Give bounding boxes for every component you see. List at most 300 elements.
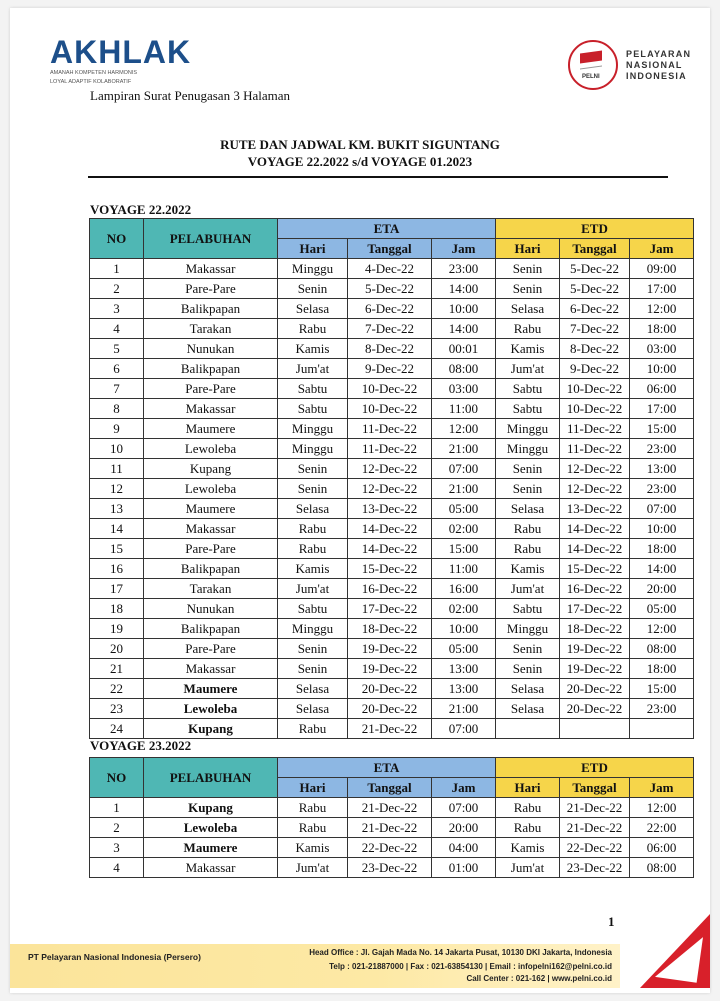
etd-date: 5-Dec-22 [560, 259, 630, 279]
eta-time: 14:00 [432, 319, 496, 339]
port-name: Maumere [144, 419, 278, 439]
etd-time: 12:00 [630, 619, 694, 639]
eta-day: Senin [278, 659, 348, 679]
pelni-line-1: PELAYARAN [626, 48, 692, 59]
table-row [90, 539, 694, 559]
etd-date: 13-Dec-22 [560, 499, 630, 519]
eta-day: Selasa [278, 299, 348, 319]
row-number: 3 [90, 838, 144, 858]
port-name: Lewoleba [144, 439, 278, 459]
port-name: Makassar [144, 519, 278, 539]
etd-time: 23:00 [630, 439, 694, 459]
etd-day: Sabtu [496, 399, 560, 419]
etd-date: 16-Dec-22 [560, 579, 630, 599]
column-header-etd-date: Tanggal [560, 778, 630, 798]
document-title: RUTE DAN JADWAL KM. BUKIT SIGUNTANG [220, 137, 500, 152]
row-number: 22 [90, 679, 144, 699]
port-name: Maumere [144, 838, 278, 858]
row-number: 9 [90, 419, 144, 439]
eta-date: 19-Dec-22 [348, 639, 432, 659]
eta-time: 13:00 [432, 659, 496, 679]
etd-time: 20:00 [630, 579, 694, 599]
etd-day: Senin [496, 659, 560, 679]
port-name: Maumere [144, 499, 278, 519]
eta-time: 03:00 [432, 379, 496, 399]
column-header-eta-time: Jam [432, 778, 496, 798]
etd-time: 03:00 [630, 339, 694, 359]
akhlak-tagline-1: AMANAH KOMPETEN HARMONIS [50, 70, 138, 76]
eta-date: 20-Dec-22 [348, 699, 432, 719]
eta-time: 16:00 [432, 579, 496, 599]
eta-time: 05:00 [432, 499, 496, 519]
eta-day: Kamis [278, 339, 348, 359]
eta-day: Sabtu [278, 399, 348, 419]
eta-date: 11-Dec-22 [348, 439, 432, 459]
etd-time: 12:00 [630, 798, 694, 818]
port-name: Makassar [144, 858, 278, 878]
etd-day: Sabtu [496, 599, 560, 619]
etd-day: Jum'at [496, 858, 560, 878]
etd-time: 18:00 [630, 319, 694, 339]
table-row [90, 679, 694, 699]
footer-call-center: Call Center : 021-162 | www.pelni.co.id [466, 974, 612, 983]
row-number: 1 [90, 259, 144, 279]
eta-date: 17-Dec-22 [348, 599, 432, 619]
eta-time: 07:00 [432, 719, 496, 739]
row-number: 13 [90, 499, 144, 519]
eta-day: Kamis [278, 559, 348, 579]
etd-time: 08:00 [630, 639, 694, 659]
eta-date: 14-Dec-22 [348, 519, 432, 539]
table-row [90, 379, 694, 399]
etd-date: 23-Dec-22 [560, 858, 630, 878]
row-number: 3 [90, 299, 144, 319]
column-header-etd-time: Jam [630, 778, 694, 798]
eta-time: 21:00 [432, 439, 496, 459]
table-row [90, 479, 694, 499]
eta-date: 21-Dec-22 [348, 818, 432, 838]
etd-day: Kamis [496, 559, 560, 579]
port-name: Maumere [144, 679, 278, 699]
eta-time: 05:00 [432, 639, 496, 659]
column-header-eta-time: Jam [432, 239, 496, 259]
etd-time: 17:00 [630, 399, 694, 419]
eta-day: Senin [278, 459, 348, 479]
eta-time: 07:00 [432, 798, 496, 818]
etd-day: Selasa [496, 679, 560, 699]
eta-day: Rabu [278, 319, 348, 339]
port-name: Lewoleba [144, 699, 278, 719]
row-number: 4 [90, 319, 144, 339]
etd-time: 09:00 [630, 259, 694, 279]
eta-time: 15:00 [432, 539, 496, 559]
table-row [90, 579, 694, 599]
column-header-eta: ETA [278, 758, 496, 778]
eta-time: 10:00 [432, 299, 496, 319]
port-name: Balikpapan [144, 359, 278, 379]
etd-time: 17:00 [630, 279, 694, 299]
port-name: Pare-Pare [144, 639, 278, 659]
pelni-flag-icon [568, 40, 618, 90]
voyage-label: VOYAGE 23.2022 [90, 738, 192, 753]
port-name: Makassar [144, 259, 278, 279]
table-row [90, 719, 694, 739]
eta-date: 10-Dec-22 [348, 379, 432, 399]
eta-date: 10-Dec-22 [348, 399, 432, 419]
row-number: 17 [90, 579, 144, 599]
eta-date: 5-Dec-22 [348, 279, 432, 299]
eta-date: 19-Dec-22 [348, 659, 432, 679]
voyage-schedule-table [89, 218, 694, 739]
column-header-eta-day: Hari [278, 778, 348, 798]
eta-day: Jum'at [278, 359, 348, 379]
eta-time: 08:00 [432, 359, 496, 379]
table-row [90, 499, 694, 519]
eta-time: 01:00 [432, 858, 496, 878]
etd-time: 18:00 [630, 659, 694, 679]
table-row [90, 519, 694, 539]
eta-date: 22-Dec-22 [348, 838, 432, 858]
port-name: Tarakan [144, 319, 278, 339]
eta-day: Selasa [278, 679, 348, 699]
etd-date: 10-Dec-22 [560, 399, 630, 419]
table-row [90, 699, 694, 719]
etd-date: 20-Dec-22 [560, 699, 630, 719]
footer [10, 942, 710, 988]
etd-time: 12:00 [630, 299, 694, 319]
etd-time: 23:00 [630, 699, 694, 719]
etd-date: 14-Dec-22 [560, 539, 630, 559]
table-row [90, 599, 694, 619]
title-divider [88, 176, 668, 178]
etd-day: Minggu [496, 619, 560, 639]
etd-date: 10-Dec-22 [560, 379, 630, 399]
etd-date: 22-Dec-22 [560, 838, 630, 858]
eta-date: 20-Dec-22 [348, 679, 432, 699]
port-name: Lewoleba [144, 818, 278, 838]
eta-date: 8-Dec-22 [348, 339, 432, 359]
etd-date: 18-Dec-22 [560, 619, 630, 639]
etd-time: 15:00 [630, 679, 694, 699]
row-number: 4 [90, 858, 144, 878]
row-number: 6 [90, 359, 144, 379]
eta-time: 07:00 [432, 459, 496, 479]
row-number: 5 [90, 339, 144, 359]
port-name: Pare-Pare [144, 539, 278, 559]
eta-date: 12-Dec-22 [348, 479, 432, 499]
etd-day: Senin [496, 259, 560, 279]
column-header-no: NO [90, 219, 144, 259]
etd-date: 17-Dec-22 [560, 599, 630, 619]
eta-day: Rabu [278, 818, 348, 838]
table-row [90, 339, 694, 359]
etd-time: 23:00 [630, 479, 694, 499]
eta-date: 6-Dec-22 [348, 299, 432, 319]
eta-date: 12-Dec-22 [348, 459, 432, 479]
etd-day: Minggu [496, 439, 560, 459]
etd-day: Selasa [496, 699, 560, 719]
row-number: 7 [90, 379, 144, 399]
eta-day: Kamis [278, 838, 348, 858]
etd-day: Minggu [496, 419, 560, 439]
etd-date: 11-Dec-22 [560, 419, 630, 439]
pelni-badge-text: PELNI [582, 74, 600, 80]
column-header-etd-day: Hari [496, 778, 560, 798]
etd-date: 19-Dec-22 [560, 659, 630, 679]
voyage-label: VOYAGE 22.2022 [90, 202, 192, 217]
eta-day: Rabu [278, 798, 348, 818]
eta-time: 10:00 [432, 619, 496, 639]
port-name: Makassar [144, 659, 278, 679]
eta-day: Minggu [278, 619, 348, 639]
table-row [90, 299, 694, 319]
column-header-eta-date: Tanggal [348, 239, 432, 259]
etd-day: Rabu [496, 539, 560, 559]
port-name: Kupang [144, 719, 278, 739]
etd-day: Senin [496, 639, 560, 659]
eta-day: Minggu [278, 419, 348, 439]
etd-time: 08:00 [630, 858, 694, 878]
etd-time: 06:00 [630, 379, 694, 399]
eta-date: 21-Dec-22 [348, 798, 432, 818]
table-row [90, 798, 694, 818]
table-row [90, 419, 694, 439]
port-name: Makassar [144, 399, 278, 419]
etd-day [496, 719, 560, 739]
row-number: 10 [90, 439, 144, 459]
table-row [90, 639, 694, 659]
etd-date: 12-Dec-22 [560, 459, 630, 479]
column-header-etd: ETD [496, 758, 694, 778]
etd-time: 13:00 [630, 459, 694, 479]
column-header-port: PELABUHAN [144, 758, 278, 798]
eta-date: 16-Dec-22 [348, 579, 432, 599]
port-name: Pare-Pare [144, 379, 278, 399]
attachment-note: Lampiran Surat Penugasan 3 Halaman [90, 88, 290, 103]
port-name: Lewoleba [144, 479, 278, 499]
etd-date: 20-Dec-22 [560, 679, 630, 699]
etd-date: 14-Dec-22 [560, 519, 630, 539]
column-header-eta-day: Hari [278, 239, 348, 259]
table-row [90, 259, 694, 279]
eta-date: 4-Dec-22 [348, 259, 432, 279]
column-header-etd-day: Hari [496, 239, 560, 259]
corner-decoration-accent [655, 931, 703, 982]
column-header-etd-date: Tanggal [560, 239, 630, 259]
column-header-eta: ETA [278, 219, 496, 239]
eta-time: 00:01 [432, 339, 496, 359]
column-header-eta-date: Tanggal [348, 778, 432, 798]
row-number: 8 [90, 399, 144, 419]
etd-day: Rabu [496, 519, 560, 539]
eta-day: Rabu [278, 719, 348, 739]
etd-date [560, 719, 630, 739]
eta-date: 23-Dec-22 [348, 858, 432, 878]
akhlak-logo [50, 36, 191, 86]
etd-time: 10:00 [630, 359, 694, 379]
eta-day: Senin [278, 639, 348, 659]
column-header-port: PELABUHAN [144, 219, 278, 259]
etd-day: Senin [496, 479, 560, 499]
table-row [90, 838, 694, 858]
eta-day: Sabtu [278, 379, 348, 399]
column-header-etd-time: Jam [630, 239, 694, 259]
etd-day: Kamis [496, 339, 560, 359]
pelni-line-3: INDONESIA [626, 70, 687, 81]
eta-time: 11:00 [432, 399, 496, 419]
table-row [90, 279, 694, 299]
table-row [90, 459, 694, 479]
table-row [90, 319, 694, 339]
etd-date: 8-Dec-22 [560, 339, 630, 359]
page-number: 1 [608, 914, 615, 929]
eta-time: 11:00 [432, 559, 496, 579]
etd-day: Selasa [496, 299, 560, 319]
row-number: 2 [90, 818, 144, 838]
eta-time: 04:00 [432, 838, 496, 858]
row-number: 24 [90, 719, 144, 739]
etd-time: 18:00 [630, 539, 694, 559]
etd-day: Rabu [496, 818, 560, 838]
etd-day: Rabu [496, 798, 560, 818]
pelni-logo [568, 40, 691, 90]
port-name: Kupang [144, 798, 278, 818]
row-number: 15 [90, 539, 144, 559]
eta-date: 15-Dec-22 [348, 559, 432, 579]
port-name: Tarakan [144, 579, 278, 599]
port-name: Nunukan [144, 339, 278, 359]
etd-date: 7-Dec-22 [560, 319, 630, 339]
row-number: 23 [90, 699, 144, 719]
etd-time: 15:00 [630, 419, 694, 439]
port-name: Pare-Pare [144, 279, 278, 299]
eta-time: 12:00 [432, 419, 496, 439]
row-number: 19 [90, 619, 144, 639]
eta-day: Jum'at [278, 858, 348, 878]
etd-date: 15-Dec-22 [560, 559, 630, 579]
etd-time: 05:00 [630, 599, 694, 619]
eta-date: 9-Dec-22 [348, 359, 432, 379]
header-row [90, 219, 694, 239]
eta-day: Minggu [278, 439, 348, 459]
etd-day: Sabtu [496, 379, 560, 399]
etd-day: Kamis [496, 838, 560, 858]
eta-day: Sabtu [278, 599, 348, 619]
etd-time: 22:00 [630, 818, 694, 838]
eta-time: 14:00 [432, 279, 496, 299]
row-number: 12 [90, 479, 144, 499]
akhlak-tagline-2: LOYAL ADAPTIF KOLABORATIF [50, 79, 132, 85]
etd-day: Jum'at [496, 359, 560, 379]
table-row [90, 818, 694, 838]
etd-time: 10:00 [630, 519, 694, 539]
eta-day: Senin [278, 479, 348, 499]
eta-date: 13-Dec-22 [348, 499, 432, 519]
row-number: 14 [90, 519, 144, 539]
document-subtitle: VOYAGE 22.2022 s/d VOYAGE 01.2023 [247, 154, 473, 169]
pelni-line-2: NASIONAL [626, 59, 683, 70]
eta-time: 02:00 [432, 519, 496, 539]
etd-date: 19-Dec-22 [560, 639, 630, 659]
row-number: 18 [90, 599, 144, 619]
column-header-etd: ETD [496, 219, 694, 239]
eta-date: 11-Dec-22 [348, 419, 432, 439]
eta-day: Selasa [278, 499, 348, 519]
eta-day: Senin [278, 279, 348, 299]
etd-day: Rabu [496, 319, 560, 339]
etd-day: Jum'at [496, 579, 560, 599]
footer-head-office: Head Office : Jl. Gajah Mada No. 14 Jakarta Pusat, 10130 DKI Jakarta, Indonesia [309, 948, 612, 957]
voyage-schedule-table [89, 757, 694, 878]
port-name: Balikpapan [144, 559, 278, 579]
etd-date: 12-Dec-22 [560, 479, 630, 499]
etd-day: Senin [496, 279, 560, 299]
table-row [90, 439, 694, 459]
document-page [10, 8, 710, 993]
table-row [90, 659, 694, 679]
etd-date: 21-Dec-22 [560, 818, 630, 838]
etd-date: 6-Dec-22 [560, 299, 630, 319]
table-row [90, 399, 694, 419]
eta-time: 21:00 [432, 699, 496, 719]
table-row [90, 359, 694, 379]
row-number: 2 [90, 279, 144, 299]
table-row [90, 858, 694, 878]
table-row [90, 559, 694, 579]
eta-time: 13:00 [432, 679, 496, 699]
eta-date: 21-Dec-22 [348, 719, 432, 739]
header-row [90, 758, 694, 778]
eta-date: 14-Dec-22 [348, 539, 432, 559]
eta-day: Selasa [278, 699, 348, 719]
eta-date: 7-Dec-22 [348, 319, 432, 339]
etd-date: 21-Dec-22 [560, 798, 630, 818]
row-number: 16 [90, 559, 144, 579]
eta-day: Rabu [278, 539, 348, 559]
eta-time: 02:00 [432, 599, 496, 619]
eta-time: 21:00 [432, 479, 496, 499]
etd-date: 5-Dec-22 [560, 279, 630, 299]
etd-day: Senin [496, 459, 560, 479]
row-number: 20 [90, 639, 144, 659]
eta-day: Jum'at [278, 579, 348, 599]
eta-time: 20:00 [432, 818, 496, 838]
eta-day: Minggu [278, 259, 348, 279]
row-number: 1 [90, 798, 144, 818]
port-name: Balikpapan [144, 619, 278, 639]
etd-date: 11-Dec-22 [560, 439, 630, 459]
port-name: Balikpapan [144, 299, 278, 319]
etd-day: Selasa [496, 499, 560, 519]
etd-time: 14:00 [630, 559, 694, 579]
footer-company: PT Pelayaran Nasional Indonesia (Persero) [28, 952, 201, 962]
eta-time: 23:00 [432, 259, 496, 279]
eta-date: 18-Dec-22 [348, 619, 432, 639]
table-row [90, 619, 694, 639]
footer-contact: Telp : 021-21887000 | Fax : 021-63854130 | Email : infopelni162@pelni.co.id [329, 962, 612, 971]
etd-date: 9-Dec-22 [560, 359, 630, 379]
etd-time [630, 719, 694, 739]
row-number: 11 [90, 459, 144, 479]
port-name: Nunukan [144, 599, 278, 619]
port-name: Kupang [144, 459, 278, 479]
row-number: 21 [90, 659, 144, 679]
pelni-wordmark [626, 49, 691, 82]
etd-time: 07:00 [630, 499, 694, 519]
etd-time: 06:00 [630, 838, 694, 858]
akhlak-wordmark-text: AKHLAK [50, 34, 192, 70]
eta-day: Rabu [278, 519, 348, 539]
